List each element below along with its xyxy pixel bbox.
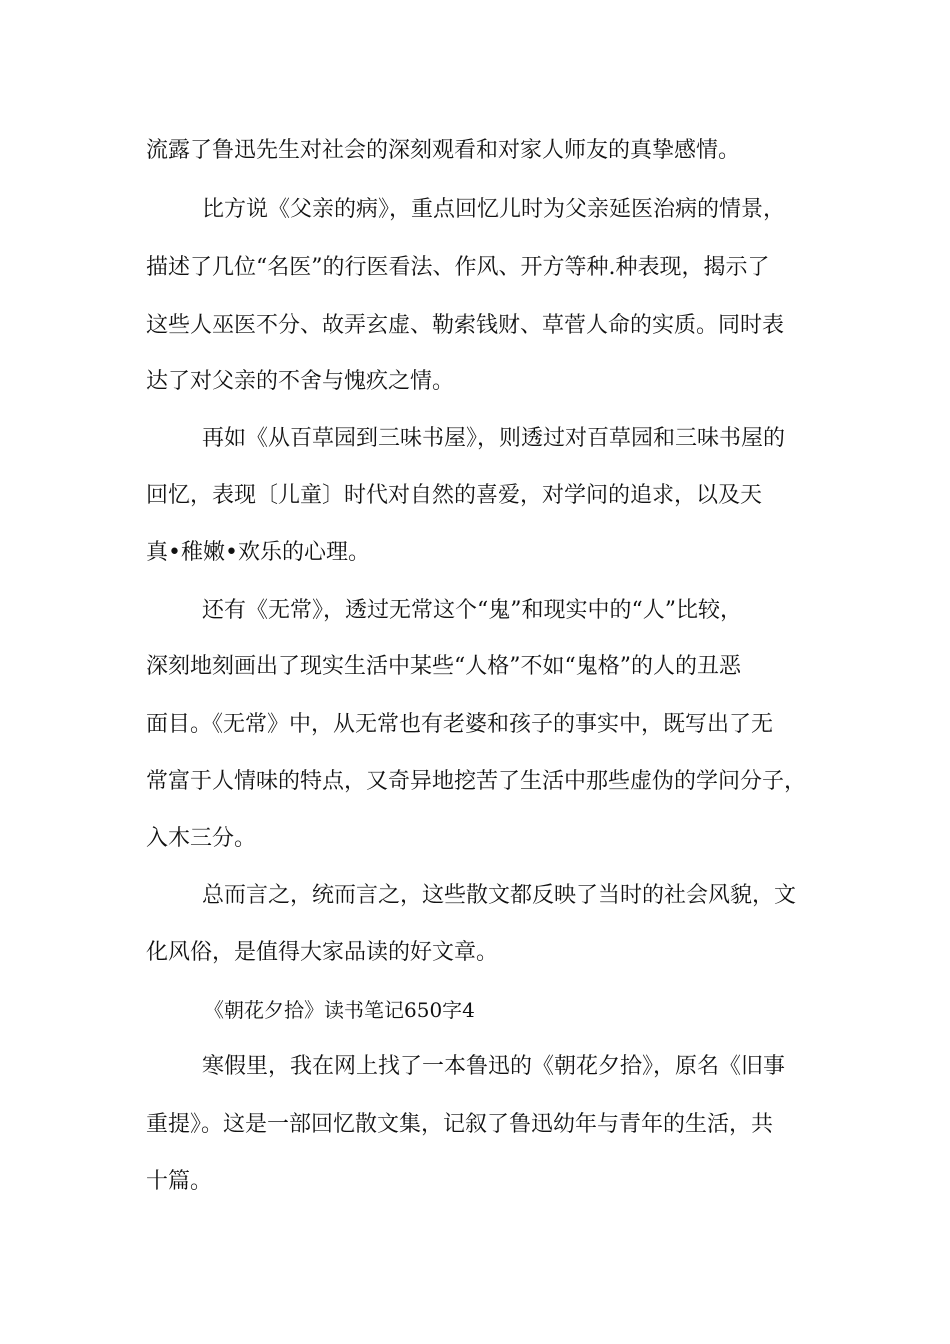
text-line: 总而言之，统而言之，这些散文都反映了当时的社会风貌，文 <box>202 883 797 908</box>
text-line: 真•稚嫩•欢乐的心理。 <box>146 540 370 565</box>
text-line: 达了对父亲的不舍与愧疚之情。 <box>146 369 455 394</box>
text-line: 十篇。 <box>146 1169 213 1194</box>
text-line: 这些人巫医不分、故弄玄虚、勒索钱财、草菅人命的实质。同时表 <box>146 313 785 338</box>
text-line: 流露了鲁迅先生对社会的深刻观看和对家人师友的真挚感情。 <box>146 138 741 163</box>
text-line: 常富于人情味的特点，又奇异地挖苦了生活中那些虚伪的学问分子， <box>146 769 807 794</box>
text-line: 入木三分。 <box>146 826 257 851</box>
text-line: 面目。《无常》中，从无常也有老婆和孩子的事实中，既写出了无 <box>146 712 774 737</box>
text-line: 再如《从百草园到三味书屋》，则透过对百草园和三味书屋的 <box>202 426 786 451</box>
text-line: 比方说《父亲的病》，重点回忆儿时为父亲延医治病的情景， <box>202 197 786 222</box>
text-line: 化风俗，是值得大家品读的好文章。 <box>146 940 499 965</box>
text-line: 描述了几位“名医”的行医看法、作风、开方等种.种表现，揭示了 <box>146 255 770 280</box>
text-line: 深刻地刻画出了现实生活中某些“人格”不如“鬼格”的人的丑恶 <box>146 654 741 679</box>
text-line: 寒假里，我在网上找了一本鲁迅的《朝花夕拾》，原名《旧事 <box>202 1054 786 1079</box>
text-line: 回忆，表现〔儿童〕时代对自然的喜爱，对学问的追求，以及天 <box>146 483 763 508</box>
text-line: 还有《无常》，透过无常这个“鬼”和现实中的“人”比较， <box>202 598 742 623</box>
text-line: 重提》。这是一部回忆散文集，记叙了鲁迅幼年与青年的生活，共 <box>146 1112 774 1137</box>
section-heading: 《朝花夕拾》读书笔记650字4 <box>204 998 475 1022</box>
